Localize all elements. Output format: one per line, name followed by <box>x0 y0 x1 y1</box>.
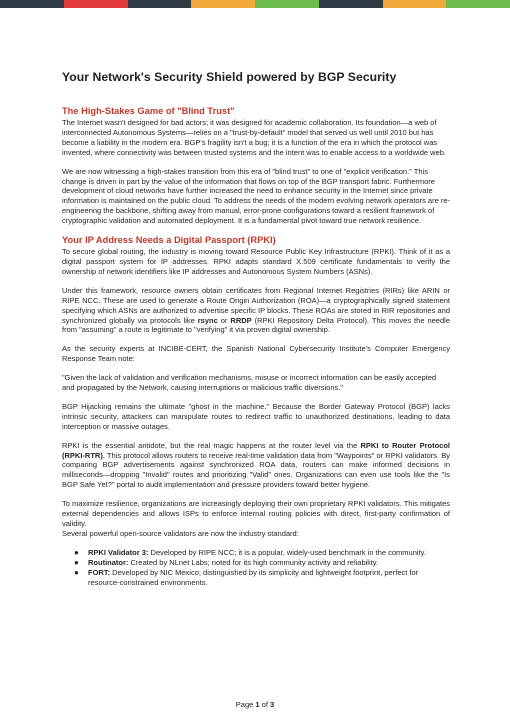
paragraph <box>62 441 450 491</box>
validator-name: Routinator: <box>88 557 129 567</box>
bar-segment <box>255 0 319 8</box>
list-item <box>74 547 450 558</box>
validator-desc: Created by NLnet Labs; noted for its high community activity and reliability. <box>128 557 378 567</box>
paragraph: The Internet wasn't designed for bad actors; it was designed for academic collaboration. Its foundation—a web of interconnected Autonomous Systems—relies on a "trust-by-default" model that served us well until 2010 but has become a liability in the modern era. BGP's fragility isn't a bug; it is a function of the era in which the protocol was invented, where connectivity was between trusted systems and the intent was to enable access to a worldwide web. <box>62 118 446 157</box>
footer-text: Page <box>235 700 256 709</box>
bar-segment <box>0 0 64 8</box>
section-heading-rpki: Your IP Address Needs a Digital Passport (RPKI) <box>62 235 276 246</box>
bar-segment <box>319 0 383 8</box>
bold-term-rsync: rsync <box>197 315 218 325</box>
text-run: Under this framework, resource owners obtain certificates from Regional Internet Registries (RIRs) like ARIN or RIPE NCC. These are used to generate a Route Origin Authorization (ROA)—a cryptographically signed statement specifying which ASNs are authorized to advertise specific IP blocks. These ROAs are stored in RIR repositories and synchronized globally via protocols like <box>62 285 450 325</box>
text-run: or <box>217 315 231 325</box>
bar-segment <box>383 0 447 8</box>
validator-name: RPKI Validator 3: <box>88 547 149 557</box>
bullet-icon: ● <box>74 547 79 557</box>
current-page: 1 <box>255 700 260 709</box>
text-run: (RPKI Repository Delta Protocol). This moves the needle from "assuming" a route is legitimate to "verifying" it via proven digital ownership. <box>62 315 450 335</box>
paragraph <box>62 286 450 336</box>
document-body <box>62 70 450 587</box>
page-title: Your Network's Security Shield powered by BGP Security <box>62 70 397 84</box>
paragraph: As the security experts at INCIBE-CERT, the Spanish National Cybersecurity Institute's Computer Emergency Response Team note: <box>62 344 450 364</box>
section-heading-blind-trust: The High-Stakes Game of "Blind Trust" <box>62 106 235 116</box>
paragraph: We are now witnessing a high-stakes transition from this era of "blind trust" to one of "explicit verification." This change is driven in part by the value of the information that flows on top of the BGP transport fabric. Furthermore development of cloud networks have further increased the need to enhance security in the Internet since private information is maintained on the public cloud. To address the needs of the modern evolving network operators are re-engineering the backbone, shifting away from manual, error-prone configurations toward a resilient framework of cryptographic validation and automated deployment. It is a fundamental pivot toward true network resilience. <box>62 166 451 226</box>
total-pages: 3 <box>270 700 275 709</box>
validator-name: FORT: <box>88 567 111 577</box>
bold-term-rrdp: RRDP <box>230 315 252 325</box>
top-color-bar <box>0 0 510 8</box>
text-run: To maximize resilience, organizations are increasingly deploying their own proprietary RPKI validators. This mitigates external dependencies and allows ISPs to enforce internal routing policies with direct, first-party confirmation of validity. <box>62 499 450 528</box>
bullet-icon: ● <box>74 567 79 577</box>
paragraph: To secure global routing, the industry is moving toward Resource Public Key Infrastructure (RPKI). Think of it as a digital passport system for IP addresses. RPKI adapts standard X.509 certificate fundamentals to verify the ownership of network identifiers like IP addresses and Autonomous System Numbers (ASNs). <box>62 247 450 276</box>
list-item <box>74 567 450 588</box>
text-run: RPKI is the essential antidote, but the real magic happens at the router level via the <box>62 440 361 450</box>
bar-segment <box>128 0 192 8</box>
footer-text: of <box>259 700 271 709</box>
bullet-icon: ● <box>74 557 79 567</box>
bar-segment <box>64 0 128 8</box>
validator-desc: Developed by RIPE NCC; it is a popular, widely-used benchmark in the community. <box>148 547 426 557</box>
bar-segment <box>191 0 255 8</box>
page-footer <box>0 700 510 709</box>
bar-segment <box>446 0 510 8</box>
bold-term-rpki-rtr: RPKI to Router Protocol (RPKI-RTR) <box>62 440 450 460</box>
validator-list <box>62 548 450 588</box>
quote: "Given the lack of validation and verification mechanisms, misuse or incorrect information can be easily accepted and propagated by the Network, causing interruptions or malicious traffic diversions." <box>62 373 437 393</box>
text-run: Several powerful open-source validators are now the industry standard: <box>62 528 299 538</box>
paragraph: BGP Hijacking remains the ultimate "ghost in the machine." Because the Border Gateway Protocol (BGP) lacks intrinsic security, attackers can manipulate routes to redirect traffic to unauthorized destinations, leading to data interception or massive outages. <box>62 401 450 431</box>
validator-desc: Developed by NIC Mexico; distinguished by its simplicity and lightweight footprint, perfect for resource-constrained environments. <box>88 567 419 587</box>
paragraph <box>62 499 450 539</box>
list-item <box>74 557 450 568</box>
text-run: . This protocol allows routers to receive real-time validation data from "Waypoints" or RPKI validators. By comparing BGP advertisements against synchronized ROA data, routers can make informed decisions in milliseconds—dropping "Invalid" routes and prioritizing "Valid" ones. Organizations can even use tools like the "Is BGP Safe Yet?" portal to audit implementation and pressure providers toward better hygiene. <box>62 450 450 490</box>
